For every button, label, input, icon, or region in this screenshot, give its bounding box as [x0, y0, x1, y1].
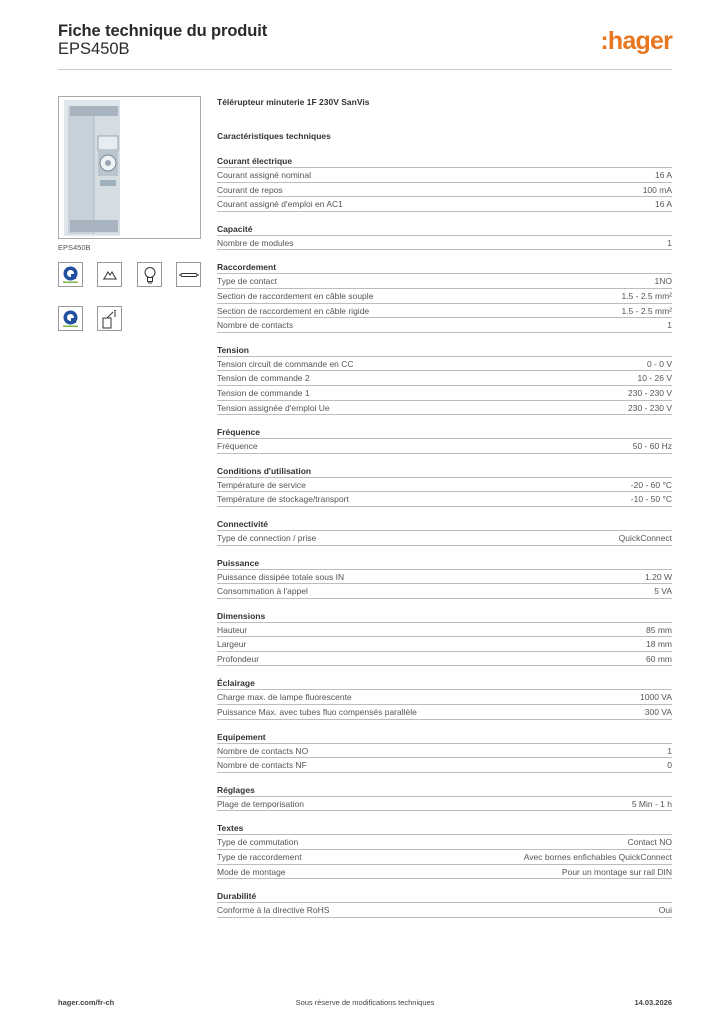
- spec-row: [217, 197, 672, 212]
- quickconnect-icon: [58, 306, 83, 331]
- spec-value: 1.5 - 2.5 mm²: [621, 290, 672, 301]
- fluorescent-tube-icon: [176, 262, 201, 287]
- spec-label: Conforme à la directive RoHS: [217, 905, 330, 916]
- spec-label: Tension circuit de commande en CC: [217, 358, 354, 369]
- spec-value: Avec bornes enfichables QuickConnect: [523, 852, 672, 863]
- footer-disclaimer: Sous réserve de modifications techniques: [295, 998, 435, 1007]
- footer-date: 14.03.2026: [634, 998, 672, 1007]
- spec-label: Température de stockage/transport: [217, 494, 349, 505]
- spec-section: [217, 610, 672, 667]
- spec-row: [217, 492, 672, 507]
- spec-section: [217, 557, 672, 599]
- spec-value: 1.20 W: [645, 571, 672, 582]
- terminal-icon: [97, 262, 122, 287]
- spec-value: 1000 VA: [640, 692, 672, 703]
- spec-row: [217, 401, 672, 416]
- section-title: Connectivité: [217, 518, 672, 531]
- section-title: Conditions d'utilisation: [217, 465, 672, 478]
- spec-row: [217, 652, 672, 667]
- hager-logo: :hager: [600, 27, 672, 55]
- spec-value: 1NO: [654, 276, 672, 287]
- spec-value: 18 mm: [646, 639, 672, 650]
- spec-row: [217, 531, 672, 546]
- spec-label: Profondeur: [217, 653, 260, 664]
- spec-label: Courant de repos: [217, 184, 283, 195]
- spec-label: Température de service: [217, 479, 306, 490]
- spec-value: 5 Min - 1 h: [631, 798, 672, 809]
- spec-row: [217, 705, 672, 720]
- spec-row: [217, 637, 672, 652]
- spec-row: [217, 236, 672, 251]
- spec-label: Section de raccordement en câble souple: [217, 290, 374, 301]
- spec-row: [217, 289, 672, 304]
- spec-value: Pour un montage sur rail DIN: [561, 866, 672, 877]
- spec-row: [217, 386, 672, 401]
- spec-label: Nombre de modules: [217, 237, 294, 248]
- spec-label: Courant assigné d'emploi en AC1: [217, 199, 343, 210]
- spec-row: [217, 274, 672, 289]
- spec-value: 1: [667, 320, 672, 331]
- spec-section: [217, 822, 672, 879]
- spec-row: [217, 903, 672, 918]
- spec-value: 0: [667, 760, 672, 771]
- spec-label: Type de connection / prise: [217, 532, 317, 543]
- spec-value: QuickConnect: [618, 532, 672, 543]
- spec-row: [217, 439, 672, 454]
- section-title: Raccordement: [217, 261, 672, 274]
- spec-row: [217, 168, 672, 183]
- spec-value: 230 - 230 V: [628, 402, 672, 413]
- spec-label: Consommation à l'appel: [217, 586, 308, 597]
- section-title: Tension: [217, 344, 672, 357]
- section-title: Textes: [217, 822, 672, 835]
- product-image: [64, 100, 124, 236]
- footer-website: hager.com/fr-ch: [58, 998, 115, 1007]
- spec-row: [217, 797, 672, 812]
- section-title: Réglages: [217, 784, 672, 797]
- product-image-column: [58, 96, 201, 252]
- spec-label: Charge max. de lampe fluorescente: [217, 692, 352, 703]
- spec-sections: [217, 155, 672, 918]
- spec-label: Tension de commande 1: [217, 387, 310, 398]
- spec-label: Tension assignée d'emploi Ue: [217, 402, 330, 413]
- spec-row: [217, 744, 672, 759]
- section-title: Dimensions: [217, 610, 672, 623]
- spec-value: 100 mA: [642, 184, 672, 195]
- spec-section: [217, 223, 672, 251]
- spec-label: Puissance Max. avec tubes fluo compensés parallèle: [217, 707, 417, 718]
- spec-label: Mode de montage: [217, 866, 286, 877]
- product-image-caption: EPS450B: [58, 243, 91, 252]
- section-title: Equipement: [217, 731, 672, 744]
- lamp-icon: [137, 262, 162, 287]
- spec-row: [217, 304, 672, 319]
- spec-value: 5 VA: [654, 586, 672, 597]
- spec-row: [217, 758, 672, 773]
- spec-row: [217, 584, 672, 599]
- spec-row: [217, 570, 672, 585]
- spec-label: Courant assigné nominal: [217, 170, 312, 180]
- spec-value: 0 - 0 V: [646, 358, 672, 369]
- section-title: Capacité: [217, 223, 672, 236]
- spec-section: [217, 426, 672, 454]
- product-image-frame: [58, 96, 201, 239]
- spec-section: [217, 261, 672, 332]
- spec-value: 16 A: [654, 199, 672, 210]
- spec-value: -20 - 60 °C: [630, 479, 672, 490]
- spec-label: Nombre de contacts NF: [217, 760, 307, 771]
- document-title: Fiche technique du produit: [58, 22, 268, 40]
- spec-label: Hauteur: [217, 624, 248, 635]
- spec-label: Type de commutation: [217, 837, 299, 848]
- spec-value: 300 VA: [644, 707, 672, 718]
- section-title: Fréquence: [217, 426, 672, 439]
- spec-row: [217, 183, 672, 198]
- spec-label: Fréquence: [217, 441, 258, 452]
- spec-row: [217, 690, 672, 705]
- spec-label: Nombre de contacts NO: [217, 745, 309, 756]
- spec-row: [217, 835, 672, 850]
- spec-row: [217, 371, 672, 386]
- spec-label: Plage de temporisation: [217, 798, 304, 809]
- section-title: Durabilité: [217, 890, 672, 903]
- spec-section: [217, 677, 672, 719]
- spec-value: -10 - 50 °C: [630, 494, 672, 505]
- spec-value: 16 A: [654, 170, 672, 180]
- spec-section: [217, 731, 672, 773]
- spec-value: Contact NO: [627, 837, 672, 848]
- timer-switch-icon: [97, 306, 122, 331]
- spec-label: Nombre de contacts: [217, 320, 294, 331]
- section-title: Éclairage: [217, 677, 672, 690]
- spec-value: 50 - 60 Hz: [632, 441, 672, 452]
- spec-value: 1: [667, 745, 672, 756]
- page-header: [58, 22, 672, 70]
- characteristics-title: Caractéristiques techniques: [217, 131, 331, 141]
- spec-row: [217, 478, 672, 493]
- spec-value: 230 - 230 V: [628, 387, 672, 398]
- spec-row: [217, 850, 672, 865]
- spec-section: [217, 155, 672, 212]
- spec-section: [217, 518, 672, 546]
- section-title: Courant électrique: [217, 155, 672, 168]
- section-title: Puissance: [217, 557, 672, 570]
- spec-section: [217, 784, 672, 812]
- spec-label: Section de raccordement en câble rigide: [217, 305, 370, 316]
- product-name: Télérupteur minuterie 1F 230V SanVis: [217, 97, 370, 107]
- spec-value: 1.5 - 2.5 mm²: [621, 305, 672, 316]
- spec-value: 85 mm: [646, 624, 672, 635]
- product-specifications: [217, 96, 672, 929]
- spec-label: Largeur: [217, 639, 247, 650]
- spec-label: Type de raccordement: [217, 852, 302, 863]
- product-reference: EPS450B: [58, 40, 130, 58]
- spec-row: [217, 865, 672, 880]
- spec-section: [217, 344, 672, 415]
- spec-section: [217, 890, 672, 918]
- quickconnect-icon: [58, 262, 83, 287]
- spec-value: 60 mm: [646, 653, 672, 664]
- spec-label: Puissance dissipée totale sous IN: [217, 571, 345, 582]
- spec-value: 1: [667, 237, 672, 248]
- spec-row: [217, 357, 672, 372]
- spec-label: Tension de commande 2: [217, 373, 310, 384]
- spec-value: 10 - 26 V: [637, 373, 672, 384]
- spec-label: Type de contact: [217, 276, 278, 287]
- spec-row: [217, 623, 672, 638]
- spec-value: Oui: [658, 905, 672, 916]
- spec-row: [217, 318, 672, 333]
- spec-section: [217, 465, 672, 507]
